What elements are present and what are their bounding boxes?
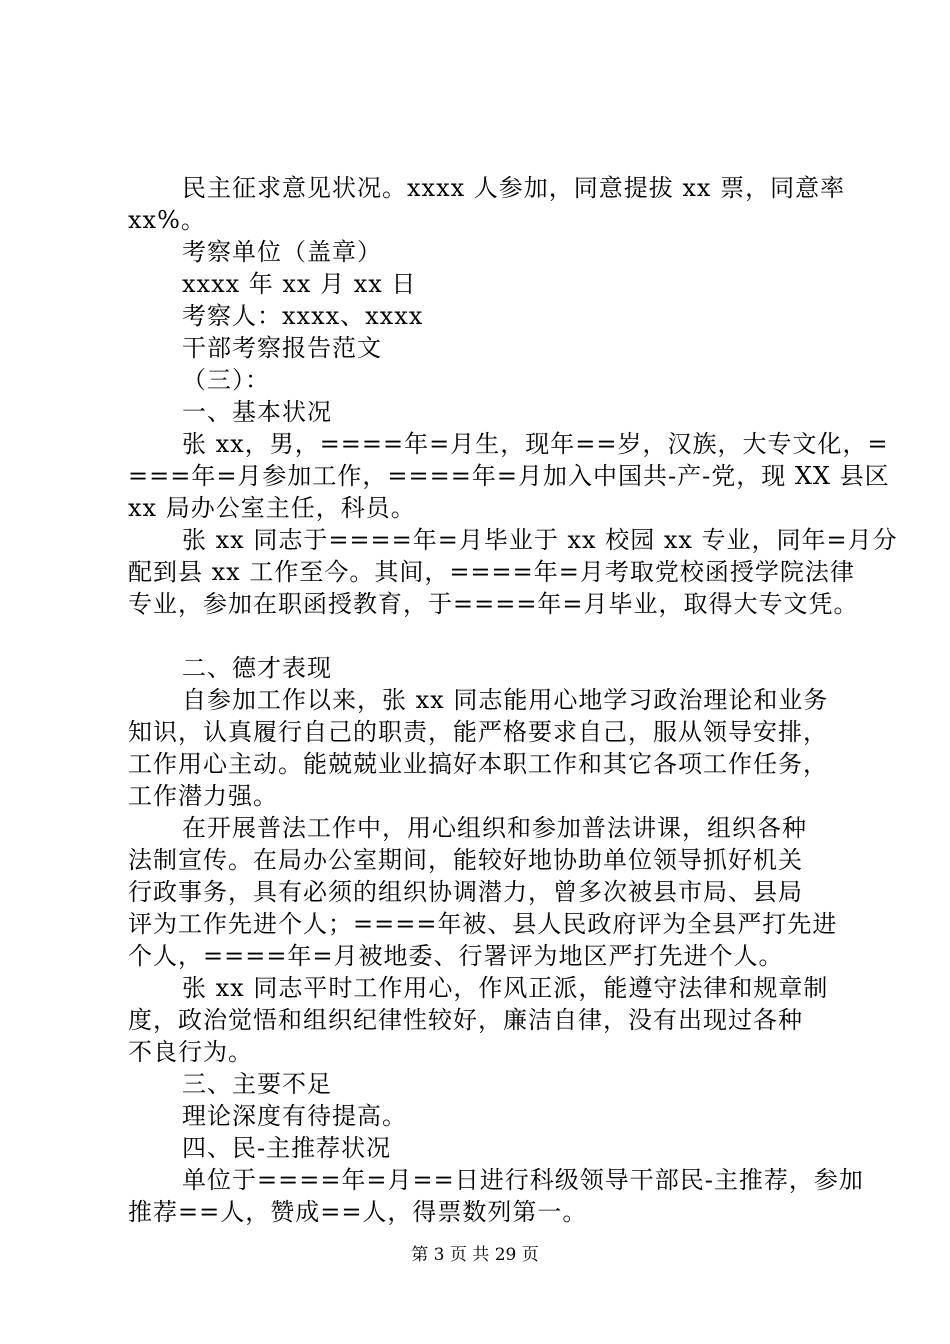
text-line: 考察单位（盖章） (182, 238, 382, 266)
text-line: 自参加工作以来，张 xx 同志能用心地学习政治理论和业务 (182, 686, 829, 714)
text-line: xxxx 年 xx 月 xx 日 (182, 270, 417, 298)
text-line: 张 xx 同志于====年=月毕业于 xx 校园 xx 专业，同年=月分 (182, 526, 898, 554)
text-line: 评为工作先进个人；====年被、县人民政府评为全县严打先进 (128, 910, 838, 938)
text-line: xx%。 (128, 206, 206, 234)
text-line: 行政事务，具有必须的组织协调潜力，曾多次被县市局、县局 (128, 878, 803, 906)
text-line: 张 xx，男，====年=月生，现年==岁，汉族，大专文化，= (182, 430, 889, 458)
text-line: 工作潜力强。 (128, 782, 278, 810)
text-line: （三）： (182, 366, 270, 394)
text-line: 度，政治觉悟和组织纪律性较好，廉洁自律，没有出现过各种 (128, 1006, 803, 1034)
document-body (128, 172, 898, 1228)
text-line: 四、民-主推荐状况 (182, 1134, 392, 1162)
text-line: 不良行为。 (128, 1038, 253, 1066)
text-line: 三、主要不足 (182, 1070, 332, 1098)
text-line: 单位于====年=月==日进行科级领导干部民-主推荐，参加 (182, 1166, 864, 1194)
text-line: 民主征求意见状况。xxxx 人参加，同意提拔 xx 票，同意率 (182, 174, 846, 202)
text-line: 知识，认真履行自己的职责，能严格要求自己，服从领导安排， (128, 718, 828, 746)
text-line: 配到县 xx 工作至今。其间，====年=月考取党校函授学院法律 (128, 558, 855, 586)
text-line: ===年=月参加工作，====年=月加入中国共-产-党，现 XX 县区 (128, 462, 890, 490)
text-line: 张 xx 同志平时工作用心，作风正派，能遵守法律和规章制 (182, 974, 829, 1002)
text-line: 工作用心主动。能兢兢业业搞好本职工作和其它各项工作任务， (128, 750, 828, 778)
text-line: 在开展普法工作中，用心组织和参加普法讲课，组织各种 (182, 814, 807, 842)
text-line: 法制宣传。在局办公室期间，能较好地协助单位领导抓好机关 (128, 846, 803, 874)
text-line: 干部考察报告范文 (182, 334, 382, 362)
text-line: 理论深度有待提高。 (182, 1102, 407, 1130)
text-line: 二、德才表现 (182, 654, 332, 682)
text-line: 一、基本状况 (182, 398, 332, 426)
blank-line (128, 620, 838, 652)
text-line: 专业，参加在职函授教育，于====年=月毕业，取得大专文凭。 (128, 590, 859, 618)
text-line: 考察人：xxxx、xxxx (182, 302, 424, 330)
text-line: xx 局办公室主任，科员。 (128, 494, 416, 522)
text-line: 推荐==人，赞成==人，得票数列第一。 (128, 1198, 588, 1226)
text-line: 个人，====年=月被地委、行署评为地区严打先进个人。 (128, 942, 784, 970)
page-footer: 第 3 页 共 29 页 (411, 1245, 539, 1265)
